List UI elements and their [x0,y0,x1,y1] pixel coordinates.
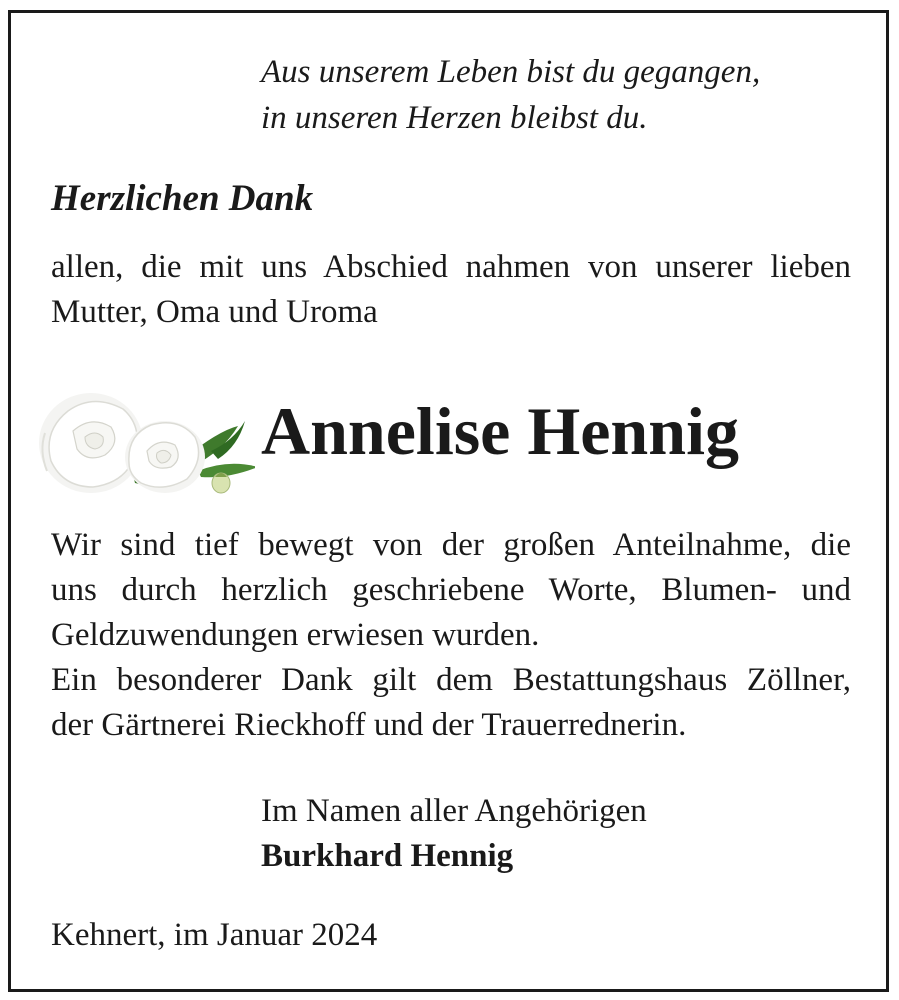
signature-block [261,789,647,879]
signature-preface: Im Namen aller Angehörigen [261,793,647,829]
white-roses-icon [33,371,255,497]
verse-line-2: in unseren Herzen bleibst du. [261,100,648,136]
intro-line-1: allen, die mit uns Abschied nahmen von unserer lieben [51,249,851,285]
body-line-5: der Gärtnerei Rieckhoff und der Trauerrednerin. [51,707,687,743]
thanks-body [51,523,851,748]
deceased-name: Annelise Hennig [261,393,739,469]
verse-line-1: Aus unserem Leben bist du gegangen, [261,54,761,90]
place-date: Kehnert, im Januar 2024 [51,917,378,953]
body-line-3: Geldzuwendungen erwiesen wurden. [51,617,540,653]
body-line-4: Ein besonderer Dank gilt dem Bestattungshaus Zöllner, [51,662,851,698]
body-line-1: Wir sind tief bewegt von der großen Anteilnahme, die [51,527,851,563]
memorial-verse [261,49,861,141]
signer-name: Burkhard Hennig [261,838,514,874]
thanks-heading: Herzlichen Dank [51,178,314,219]
body-line-2: uns durch herzlich geschriebene Worte, Blumen- und [51,572,851,608]
obituary-card [8,10,889,992]
intro-text [51,245,851,335]
intro-line-2: Mutter, Oma und Uroma [51,294,378,330]
